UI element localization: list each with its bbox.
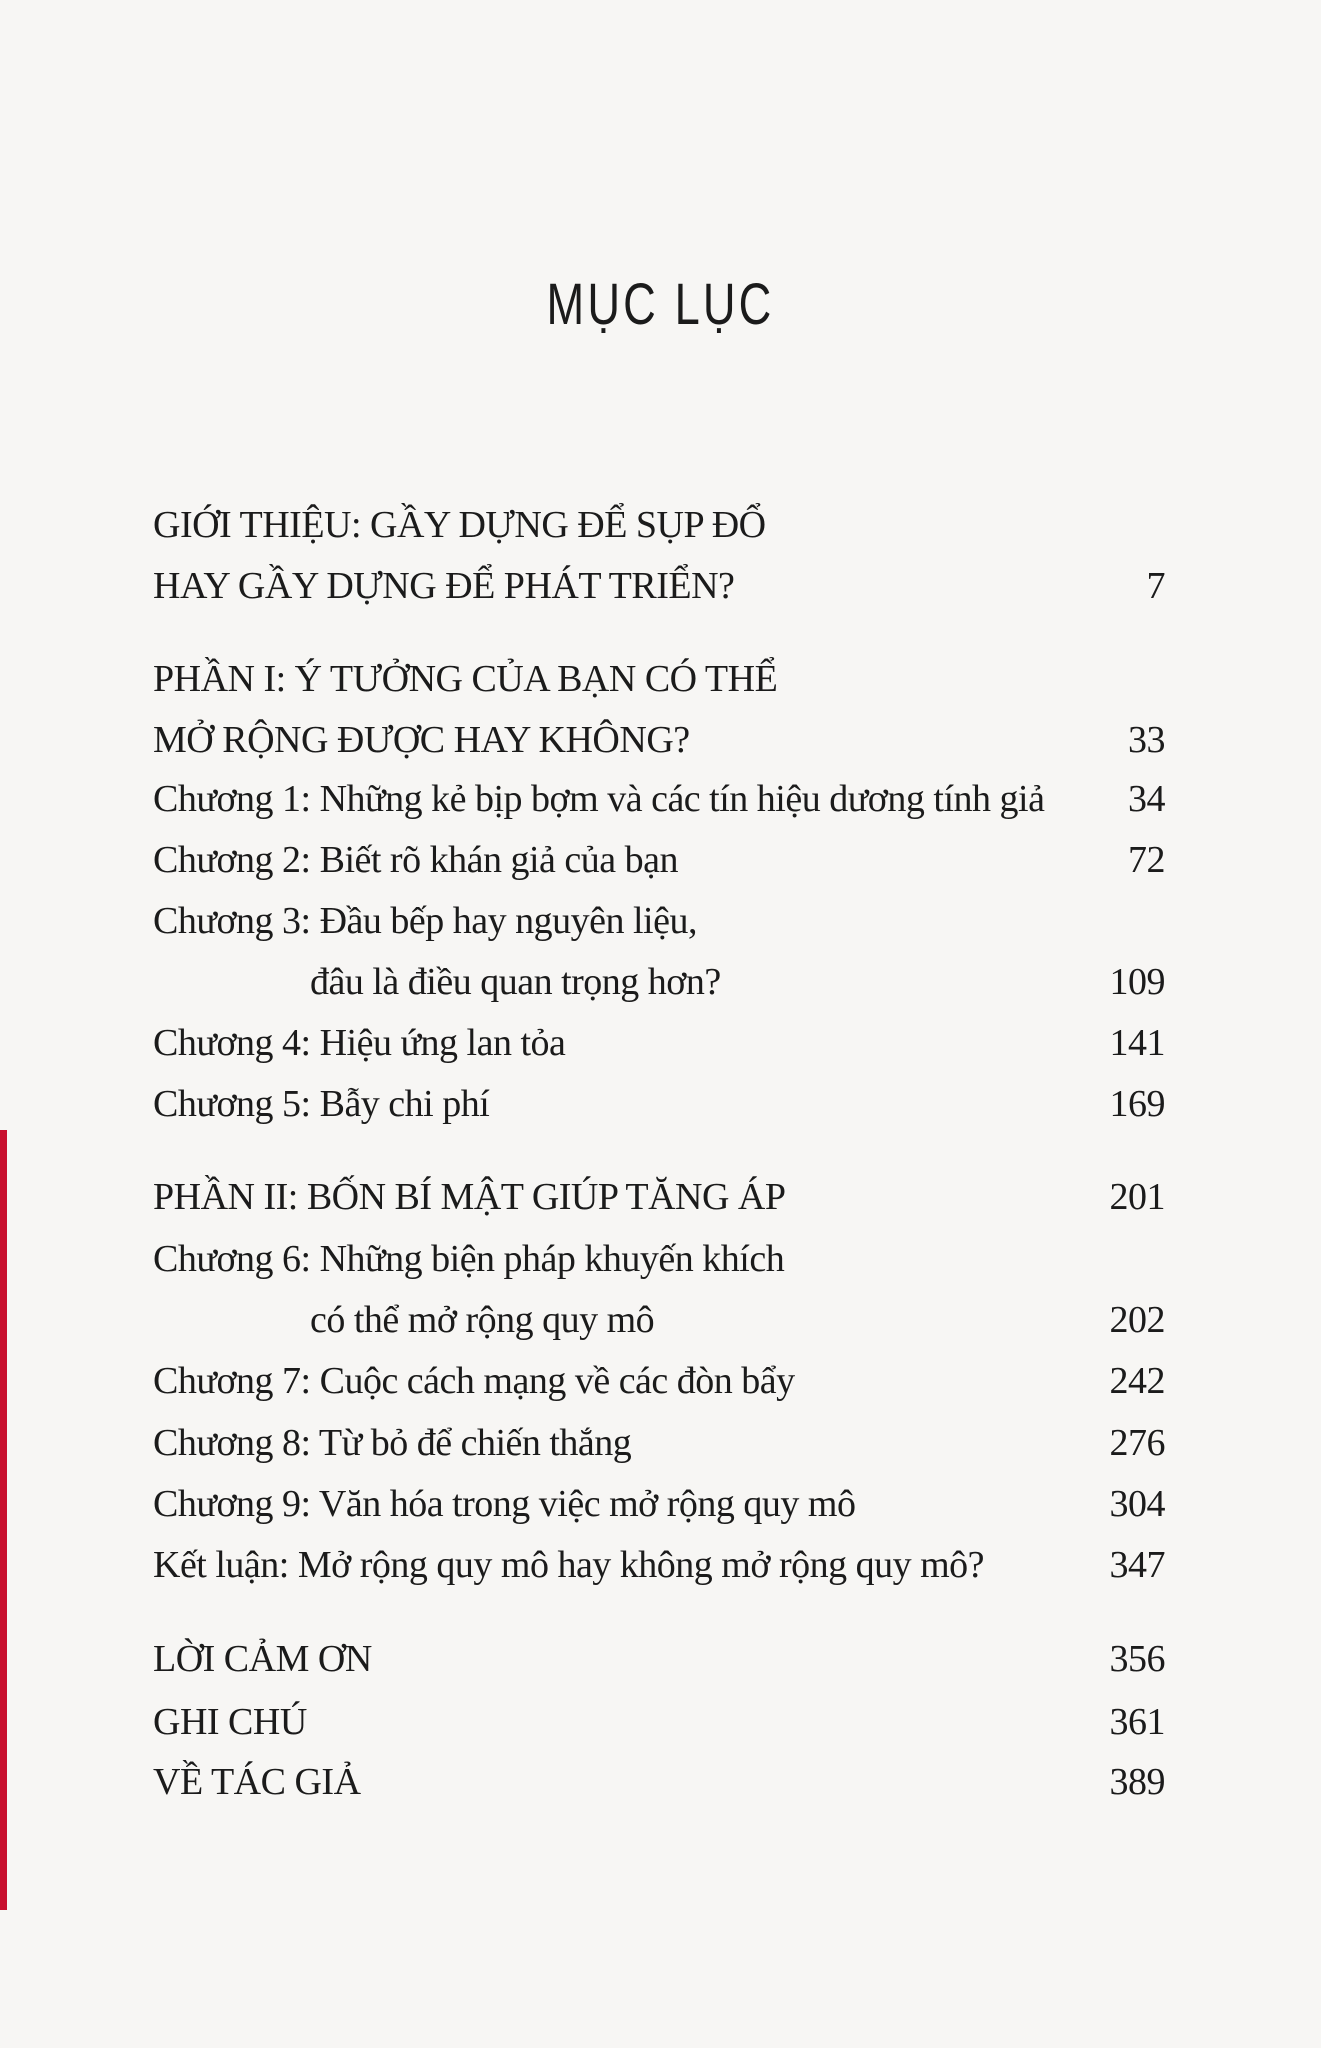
toc-entry-label: LỜI CẢM ƠN (153, 1638, 372, 1680)
toc-entry-label: Kết luận: Mở rộng quy mô hay không mở rộng quy mô? (153, 1544, 985, 1586)
toc-entry-chapter-2 (153, 835, 1165, 885)
toc-entry-label: Chương 4: Hiệu ứng lan tỏa (153, 1022, 566, 1064)
toc-entry-label: GHI CHÚ (153, 1701, 307, 1743)
toc-entry-label: HAY GẦY DỰNG ĐỂ PHÁT TRIỂN? (153, 565, 735, 607)
toc-entry-page: 33 (1128, 719, 1165, 761)
toc-entry-label: PHẦN I: Ý TƯỞNG CỦA BẠN CÓ THỂ (153, 658, 778, 700)
toc-entry-chapter-4 (153, 1018, 1165, 1068)
toc-entry-label: đâu là điều quan trọng hơn? (310, 961, 721, 1003)
toc-entry-page: 141 (1109, 1022, 1165, 1064)
toc-entry-page: 304 (1109, 1483, 1165, 1525)
toc-entry-chapter-3-line1 (153, 896, 1165, 946)
toc-entry-page: 34 (1128, 778, 1165, 820)
toc-entry-page: 356 (1109, 1638, 1165, 1680)
toc-entry-page: 202 (1109, 1299, 1165, 1341)
toc-entry-page: 7 (1146, 565, 1165, 607)
toc-entry-page: 276 (1109, 1422, 1165, 1464)
toc-entry-part1-line2 (153, 715, 1165, 765)
toc-entry-label: Chương 3: Đầu bếp hay nguyên liệu, (153, 900, 697, 942)
page-title: MỤC LỤC (546, 271, 775, 337)
toc-entry-label: Chương 7: Cuộc cách mạng về các đòn bẩy (153, 1360, 795, 1402)
toc-entry-intro-line2 (153, 561, 1165, 611)
toc-entry-label: GIỚI THIỆU: GẦY DỰNG ĐỂ SỤP ĐỔ (153, 504, 766, 546)
toc-entry-label: PHẦN II: BỐN BÍ MẬT GIÚP TĂNG ÁP (153, 1176, 786, 1218)
toc-entry-chapter-6-line1 (153, 1234, 1165, 1284)
toc-entry-label: Chương 9: Văn hóa trong việc mở rộng quy mô (153, 1483, 856, 1525)
toc-entry-label: Chương 6: Những biện pháp khuyến khích (153, 1238, 785, 1280)
toc-entry-page: 72 (1128, 839, 1165, 881)
toc-entry-part2 (153, 1172, 1165, 1222)
toc-entry-page: 361 (1109, 1701, 1165, 1743)
toc-entry-label: Chương 1: Những kẻ bịp bợm và các tín hiệu dương tính giả (153, 778, 1045, 820)
toc-entry-page: 201 (1109, 1176, 1165, 1218)
toc-entry-chapter-9 (153, 1479, 1165, 1529)
toc-entry-notes (153, 1697, 1165, 1747)
toc-entry-acknowledgements (153, 1634, 1165, 1684)
toc-entry-page: 169 (1109, 1083, 1165, 1125)
toc-entry-chapter-8 (153, 1418, 1165, 1468)
toc-entry-label: MỞ RỘNG ĐƯỢC HAY KHÔNG? (153, 719, 690, 761)
toc-entry-intro-line1 (153, 500, 1165, 550)
toc-entry-part1-line1 (153, 654, 1165, 704)
toc-entry-chapter-6-line2 (153, 1295, 1165, 1345)
toc-entry-chapter-1 (153, 774, 1165, 824)
cover-edge-strip (0, 1130, 7, 1910)
toc-entry-label: Chương 8: Từ bỏ để chiến thắng (153, 1422, 632, 1464)
toc-entry-conclusion (153, 1540, 1165, 1590)
toc-entry-label: có thể mở rộng quy mô (310, 1299, 655, 1341)
toc-entry-chapter-5 (153, 1079, 1165, 1129)
toc-entry-label: Chương 5: Bẫy chi phí (153, 1083, 490, 1125)
toc-entry-page: 242 (1109, 1360, 1165, 1402)
toc-entry-label: Chương 2: Biết rõ khán giả của bạn (153, 839, 678, 881)
toc-entry-label: VỀ TÁC GIẢ (153, 1761, 361, 1803)
toc-entry-chapter-3-line2 (153, 957, 1165, 1007)
toc-entry-chapter-7 (153, 1356, 1165, 1406)
toc-entry-page: 347 (1109, 1544, 1165, 1586)
toc-entry-page: 109 (1109, 961, 1165, 1003)
toc-entry-about-author (153, 1757, 1165, 1807)
toc-entry-page: 389 (1109, 1761, 1165, 1803)
